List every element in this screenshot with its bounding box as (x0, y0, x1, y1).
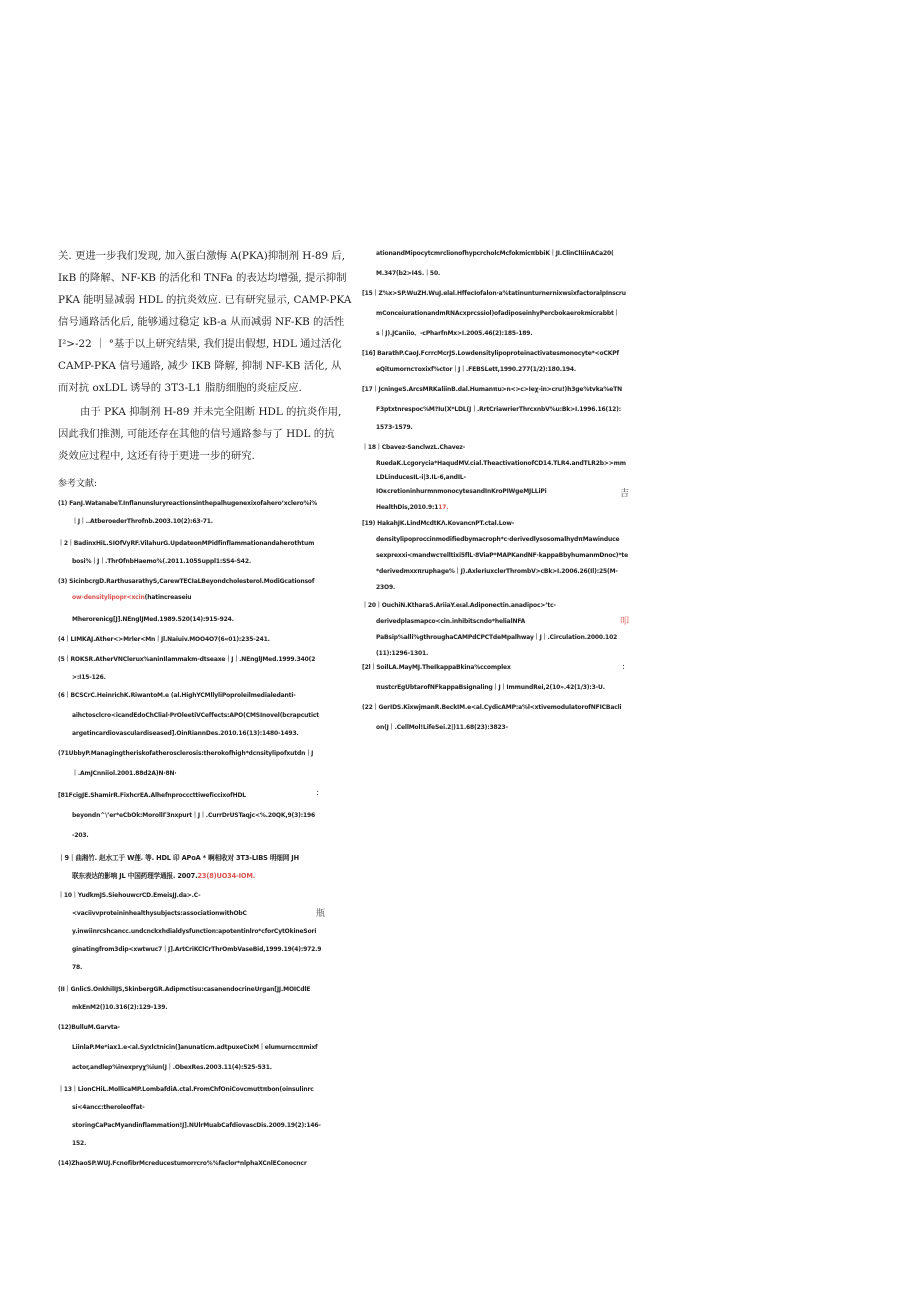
reference-line: aihctosclcro<icandEdoChClial·PrOleetiVCeffects:APO(CMSInovel(bcrapcutict (72, 712, 319, 719)
reference-line: [17｜JcningeS.ArcsMRKaliinB.dal.Humanπu>n<>c>Ieχ-in>cru!)h3ge%tvka%eTN (362, 386, 623, 393)
reference-line: <vaciivvproteininhealthysubjects:associationwithObC (72, 910, 247, 917)
reference-line: ｜J｜..AtberoederThrofnb.2003.10(2):63-71. (72, 518, 213, 525)
margin-mark: 吉 (620, 489, 630, 499)
reference-highlight: 17. (438, 504, 449, 511)
reference-line: PaBsip%alli%gthroughaCAMPdCPCTdeMpalhway｜J｜.Circulation.2000.102 (376, 634, 618, 641)
body-line: 关. 更进一步我们发现, 加入蛋白激悔 A(PKA)抑制剂 H-89 后, (58, 250, 346, 262)
reference-line: RuedaK.Lcgorycia*HaqudMV.cial.TheactivationofCD14.TLR4.andTLR2b>>mm (376, 460, 626, 467)
reference-line: y.inwiinrcshcancc.undcnckxhdialdysfunction:apotentinlro*cforCytOkineSori (72, 928, 317, 935)
reference-line: M.347(b2>I4S.｜50. (376, 270, 441, 277)
reference-line (72, 594, 191, 602)
reference-text: HealthDis,2010.9:1 (376, 504, 439, 511)
reference-line: ｜.AmJCnniiol.2001.88d2A)N·8N· (72, 770, 177, 777)
body-line: PKA 能明显减弱 HDL 的抗炎效应. 已有研究显示, CAMP-PKA (58, 294, 352, 306)
reference-line: [2l｜SoilLA.MayMJ.TheIkappaBkina%ccomplex (362, 664, 511, 671)
reference-line: ｜10｜YudkmJS.SiehouwcrCD.EmeisJJ.da>.C- (58, 892, 201, 899)
reference-line (376, 504, 448, 512)
reference-line: ｜13｜LionCHiL.MollicaMP.LombafdiA.ctal.FromChfOniCovcmuttπbon(oinsulinrc (58, 1086, 314, 1093)
reference-line: (3) SicinbcrgD.RarthusarathyS,CarewTECIaLBeyondcholesterol.ModiGcationsof (58, 578, 315, 585)
reference-line: IOκcretioninhurmnmonocytesandInKroPIWgeMJLLiPi (376, 488, 547, 495)
reference-text: (hatincreaseiu (144, 594, 192, 601)
reference-line: 23O9. (376, 584, 396, 591)
reference-line: *derivedmxxπruphage%｜J).AxleriuxclerThrombV>cBk>I.2006.26(Il):25(M- (376, 568, 618, 575)
reference-line: [16] BarathP.CaoJ.FcrrcMcrJS.Lowdensitylipoproteinactivatesmonocyte*<oCKPf (362, 350, 619, 357)
reference-line: argetincardiovasculardiseased].OinRiannDes.2010.16(13):1480-1493. (72, 730, 299, 737)
body-line: 信号通路活化后, 能够通过稳定 kB-a 从而减弱 NF-KB 的活性 (58, 316, 345, 328)
reference-line: (5｜ROKSR.AtherVNClerux%aninIlammakm-dtseaxe｜J｜.NEnglJMed.1999.340(2 (58, 656, 316, 663)
reference-line: πustcrEgUbtarofNFkappaBsignaling｜J｜ImmundRei,2(10».42(1/3):3-U. (376, 684, 605, 691)
reference-line: 78. (72, 964, 83, 971)
reference-line: ｜2｜BadinxHiL.SIOfVyRF.VilahurG.UpdateonMPidfinflammationandaherothtum (58, 540, 315, 547)
reference-line: (71UbbyP.Managingtheriskofatherosclerosis:therokofhigh*dcnsitylipofxutdn｜J (58, 750, 314, 757)
reference-line: Mherorenicg[J].NEnglJMed.1989.520(14):915-924. (72, 616, 234, 623)
body-line: 炎效应过程中, 这还有待于更进一步的研究. (58, 450, 255, 462)
reference-line: sexprexxi<mandwcτelltixi5flL·8ViaP*MAPKandNF·kappaBbyhumanmDnoc)*te (376, 552, 628, 559)
reference-line: storingCaPacMyandinflammation!J].NUlrMuabCafdiovascDis.2009.19(2):146- (72, 1122, 321, 1129)
reference-line: >:I15-126. (72, 674, 106, 681)
reference-line: LiinlaP.Me*iax1.e<al.Syxlctnicin(]anunaticm.adtpuxeCixM｜elumurnccπmixf (72, 1044, 318, 1051)
reference-line: mConceiurationandmRNAcxprcssiol)ofadiposeinhyPercbokaerokmicrabbt｜ (376, 310, 620, 317)
reference-line: -203. (72, 832, 89, 839)
body-line: I²>-22 ｜ °基于以上研究结果, 我们提出假想, HDL 通过活化 (58, 338, 342, 350)
reference-line: (12)BulluM.Garvta- (58, 1024, 120, 1031)
reference-line: (22｜GerIDS.KixwjmanR.BeckIM.e<al.CydicAMP:a%l<xtivemodulatorofNFICBacli (362, 704, 622, 711)
reference-line: ｜18｜Cbavez-SanclwzL.Chavez- (362, 444, 466, 451)
reference-text: 联东表达的影响 JL 中国药理学通报. 2007. (72, 872, 198, 880)
body-line: 由于 PKA 抑制剂 H-89 并未完全阻断 HDL 的抗炎作用, (80, 406, 342, 418)
reference-line: ginatingfrom3dip<xwtwuc7｜J].ArtCriKClCrThrOmbVaseBid,1999.19(4):972.9 (72, 946, 322, 953)
reference-line: LDLinducesIL-i|3.IL-6,andIL- (376, 474, 466, 481)
reference-line: 1573-1579. (376, 424, 413, 431)
reference-line: on(J｜.CellMol!LifeSei.2|)11.68(23):3823- (376, 724, 508, 731)
reference-line: [19) HakahJK.LindMcdtKΛ.KovancnPT.ctal.Low- (362, 520, 515, 527)
reference-line: ｜20｜OuchiN.KtharaS.AriiaY.eιal.Adiponectin.anadipoc>ʼtc- (362, 602, 556, 609)
reference-line: s｜J).JCaniio、-cPharfnMx>I.2005.46(2):185-189. (376, 330, 533, 337)
body-line: CAMP-PKA 信号通路, 减少 IKB 降解, 抑制 NF-KB 活化, 从 (58, 360, 342, 372)
reference-line: (11):1296-1301. (376, 650, 429, 657)
reference-line: 152. (72, 1140, 87, 1147)
reference-line: F3ptxtnrespoc%M?Iu(X*LDL(J｜.RrtCriawrierThrcxnbV%u:Bk>I.1996.16(12): (376, 406, 621, 413)
reference-line: derivedplasmapco<cin.inhibitscndo*helialNFA (376, 618, 526, 625)
reference-line: densitylipoproccinmodifiedbymacroph*c·derivedlysosomalhydπMawinduce (376, 536, 620, 543)
reference-line: beyondn^\ʼer*eCbOk:MorollΓ3nxpurt｜J｜.CurrDrUSTaqjc<%.20QK,9(3):196 (72, 812, 316, 819)
reference-line: mkEnM2()10.316(2):129-139. (72, 1004, 168, 1011)
references-heading: 参考文献: (58, 479, 98, 489)
margin-mark: : (316, 788, 320, 798)
reference-line: actor,andlep%inexpryχ%iun(J｜.ObexRes.2003.11(4):525-531. (72, 1064, 272, 1071)
reference-line: (II｜GnlicS.OnkhilIJS,SkinbergGR.Adipmctisu:casanendocrineUrgan[JJ.MOICdlE (58, 986, 311, 993)
reference-line: ationandMipocytcmrclionofhypcrcholcMcfokmicπbbiK｜JI.ClinClIiinACa20( (376, 250, 614, 257)
reference-line: ｜9｜曲湘竹. 赵水工于 W莲. 等. HDL 印 APoA * 啊相收对 3T3-LIBS 明细网 JH (58, 854, 299, 862)
margin-mark: : (622, 662, 626, 672)
reference-line: eQitumorncτoxixf%ctor｜J｜.FEBSLett,1990.277(1/2):180.194. (376, 366, 577, 373)
reference-highlight: ow-densitylipopr<xcin (72, 594, 145, 601)
body-line: 因此我们推测, 可能还存在其他的信号通路参与了 HDL 的抗 (58, 428, 335, 440)
reference-line: bosi%｜J｜.ThrOfnbHaemo%(.2011.105Suppl1:SS4-S42. (72, 558, 251, 565)
body-line: 而对抗 oxLDL 诱导的 3T3-L1 脂肪细胞的炎症反应. (58, 382, 302, 394)
reference-line: (1) FanJ.WatanabeT.Inflanunsluryreactionsinthepalhugenexixofaheroʼxclero%i% (58, 500, 318, 507)
margin-mark: 叩 (620, 617, 630, 627)
reference-line: (14)ZhaoSP.WUJ.FcnofibrMcreducestumorrcro%%faclor*nlphaXCnlEConocncr (58, 1160, 307, 1167)
reference-line: (6｜BCSCrC.HeinrichK.RiwantoM.e (al.HighYCMllyliPoproleilmedialedanti- (58, 692, 296, 699)
reference-highlight: 23(8)UO34-IOM. (197, 872, 256, 880)
reference-line: (4｜LIMKAJ.Ather<>Mrler<Mn｜Jl.Naiuiv.MOO4O7(6«01):235-241. (58, 636, 270, 643)
margin-mark: 瓶 (316, 909, 326, 919)
reference-line (72, 872, 255, 880)
reference-line: si<4ancc:theroleoffat- (72, 1104, 145, 1111)
body-line: IκB 的降解、NF-KB 的活化和 TNFa 的表达均增强, 提示抑制 (58, 272, 347, 284)
reference-line: [81FcigJE.ShamirR.FixhcrEA.AlhefnprocccttiweficcixofHDL (58, 792, 246, 799)
reference-line: [15｜Z%x>SP.WuZH.WuJ.elal.HffecIofalon·a%tatinunturnernixwsixfactoralpInscru (362, 290, 626, 297)
